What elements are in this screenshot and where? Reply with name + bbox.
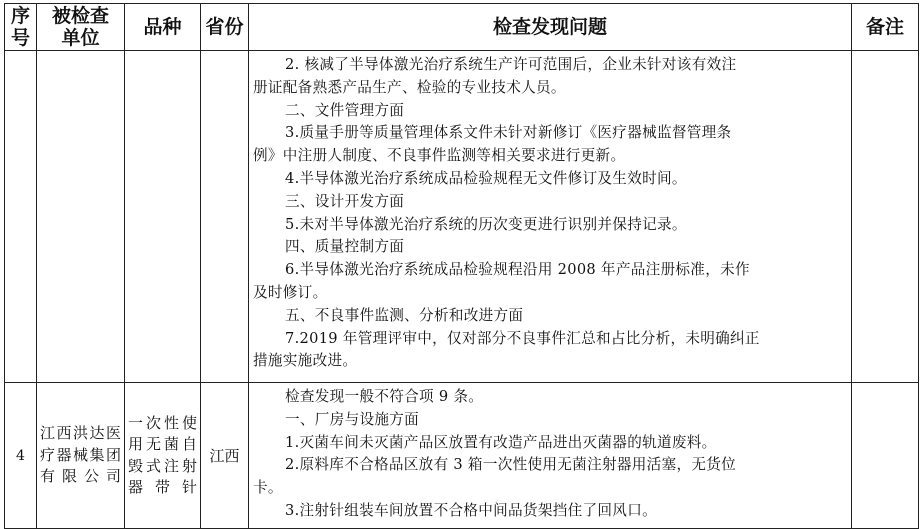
issue-line: 一、厂房与设施方面 — [285, 410, 420, 428]
issues-cell — [249, 51, 852, 383]
remark-cell — [852, 383, 919, 529]
issue-line: 6.半导体激光治疗系统成品检验规程沿用 2008 年产品注册标准，未作 — [285, 261, 750, 279]
issue-line: 二、文件管理方面 — [285, 101, 405, 119]
header-province: 省份 — [201, 4, 249, 51]
header-row — [5, 4, 919, 51]
header-issues: 检查发现问题 — [249, 4, 852, 51]
seq-cell — [5, 51, 37, 383]
issue-line: 册证配备熟悉产品生产、检验的专业技术人员。 — [253, 78, 566, 96]
issue-line: 卡。 — [253, 479, 283, 497]
header-remark: 备注 — [852, 4, 919, 51]
seq-cell: 4 — [5, 383, 37, 529]
issue-line: 2. 核减了半导体激光治疗系统生产许可范围后，企业未针对该有效注 — [285, 56, 737, 73]
issues-cell — [249, 383, 852, 529]
unit-cell — [37, 51, 125, 383]
issue-line: 检查发现一般不符合项 9 条。 — [285, 388, 484, 405]
header-product: 品种 — [125, 4, 201, 51]
table-row — [5, 383, 919, 529]
issue-line: 2.原料库不合格品区放有 3 箱一次性使用无菌注射器用活塞，无货位 — [285, 456, 737, 474]
issue-line: 五、不良事件监测、分析和改进方面 — [285, 306, 524, 324]
issue-line: 3.注射针组装车间放置不合格中间品货架挡住了回风口。 — [285, 501, 657, 519]
table-row — [5, 51, 919, 383]
issue-line: 7.2019 年管理评审中，仅对部分不良事件汇总和占比分析，未明确纠正 — [285, 329, 760, 347]
product-cell: 一次性使用无菌自毁式注射器带针 — [125, 383, 201, 529]
issue-line: 及时修订。 — [253, 283, 328, 301]
product-cell — [125, 51, 201, 383]
issue-line: 四、质量控制方面 — [285, 238, 405, 256]
issue-lines — [253, 54, 847, 373]
issue-line: 措施实施改进。 — [253, 352, 358, 370]
issue-line: 5.未对半导体激光治疗系统的历次变更进行识别并保持记录。 — [285, 215, 687, 233]
issue-line: 4.半导体激光治疗系统成品检验规程无文件修订及生效时间。 — [285, 169, 687, 187]
issue-line: 3.质量手册等质量管理体系文件未针对新修订《医疗器械监督管理条 — [285, 124, 732, 142]
remark-cell — [852, 51, 919, 383]
issue-lines — [253, 386, 847, 523]
header-unit: 被检查单位 — [37, 4, 125, 51]
inspection-table — [4, 3, 919, 529]
header-seq: 序号 — [5, 4, 37, 51]
province-cell: 江西 — [201, 383, 249, 529]
issue-line: 例》中注册人制度、不良事件监测等相关要求进行更新。 — [253, 147, 626, 165]
unit-cell: 江西洪达医疗器械集团有限公司 — [37, 383, 125, 529]
issue-line: 1.灭菌车间未灭菌产品区放置有改造产品进出灭菌器的轨道废料。 — [285, 433, 717, 451]
issue-line: 三、设计开发方面 — [285, 192, 405, 210]
province-cell — [201, 51, 249, 383]
